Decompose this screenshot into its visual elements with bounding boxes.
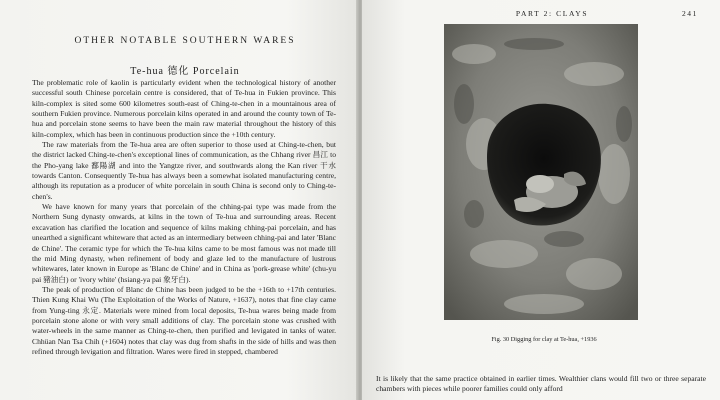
- paragraph: It is likely that the same practice obtained in earlier times. Wealthier clans would fill two or three separate chambers with pieces while poorer families could only afford: [376, 374, 706, 394]
- paragraph: We have known for many years that porcelain of the chhing-pai type was made from the Northern Sung dynasty onwards, at kilns in the town of Te-hua and surrounding areas. Recent excavation has clarified the location and sequence of kilns making chhing-pai porcelain, and has unearthed a significant whiteware that acted as an intermediary between chhing-pai and later 'Blanc de Chine'. The ceramic type for which the Te-hua kilns came to be most famous was not made till the mid Ming dynasty, when refinement of body and glaze led to the manufacture of lustrous whitewares, later known in Europe as 'Blanc de Chine' and in China as 'pork-grease white' (chu-yu pai 豬油白) or 'ivory white' (hsiang-ya pai 象牙白).: [32, 202, 336, 284]
- paragraph: The peak of production of Blanc de Chine has been judged to be the +16th to +17th centuries. Thien Kung Khai Wu (The Exploitation of the Works of Nature, +1637), notes that fine clay came from Yung-ting 永定. Materials were mined from local deposits, Te-hua wares being made from porcelain stone alone or with very small additions of clay. The porcelain stone was crushed with water-wheels in the same manner as Ching-te-chen, then purified and levigated in tanks of water. Chhüan Nan Tsa Chih (+1604) notes that clay was dug from shafts in the side of hills and was then refined through levigation and filtration. Wares were fired in stepped, chambered: [32, 284, 336, 356]
- left-body-text: [32, 78, 336, 357]
- right-body-text: [376, 374, 706, 395]
- right-page: [362, 0, 720, 400]
- running-head: PART 2: CLAYS: [515, 9, 589, 18]
- figure-caption: Fig. 30 Digging for clay at Te-hua, +1936: [491, 336, 597, 343]
- paragraph: The problematic role of kaolin is particularly evident when the technological history of another successful south Chinese porcelain centre is considered, that of Te-hua in Fukien province. This kiln-complex is sited some 600 kilometres south-east of Ching-te-chen in a mountainous area of southern Fukien province. Numerous porcelain kilns operated in and around the county town of Te-hua and porcelain stone seems to have been the main raw material throughout the history of this kiln-complex, which has been in continuous production since the +10th century.: [32, 78, 336, 139]
- section-title: Te-hua 德化 Porcelain: [130, 66, 240, 77]
- clay-digging-photo: [444, 24, 638, 320]
- chapter-title: OTHER NOTABLE SOUTHERN WARES: [74, 36, 296, 46]
- photo-illustration: [444, 24, 638, 320]
- left-page: [0, 0, 358, 400]
- paragraph: The raw materials from the Te-hua area are often superior to those used at Ching-te-chen, but the district lacked Ching-te-chen's exceptional lines of communication, as the Chhang river 昌江 to the Pho-yang lake 鄱陽湖 and into the Yangtze river, and southwards along the Kan river 干水 towards Canton. Consequently Te-hua has always been a somewhat isolated manufacturing centre, although its reputation as a producer of white porcelain in south China is second only to Ching-te-chen's.: [32, 140, 336, 201]
- page-number: 241: [681, 9, 698, 18]
